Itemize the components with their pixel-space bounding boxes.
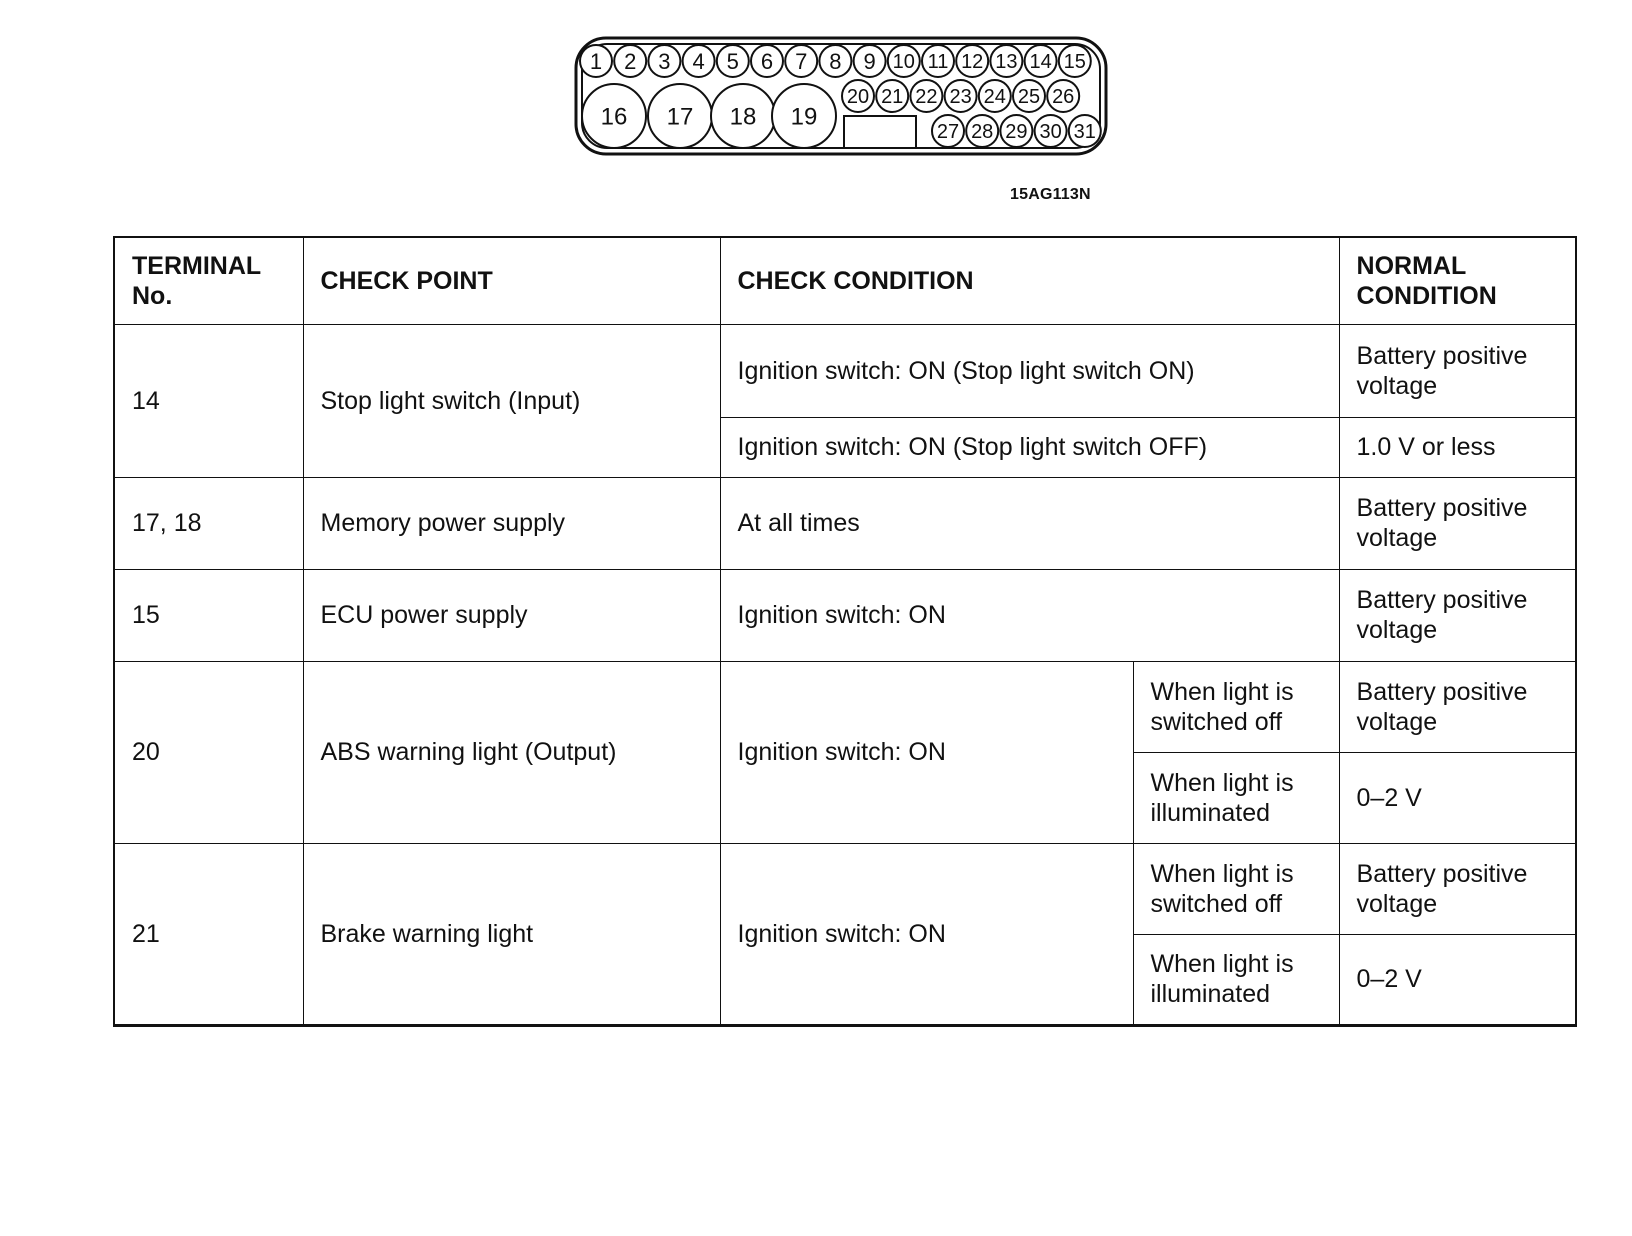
cell-terminal: 17, 18 [114,477,303,569]
pin-21-label: 21 [881,86,904,109]
cell-normal-condition: 0–2 V [1339,934,1576,1025]
pin-27-label: 27 [936,121,960,144]
pin-10-label: 10 [892,51,915,74]
pin-30-label: 30 [1039,121,1062,144]
pin-29-label: 29 [1005,121,1028,144]
pin-28-label: 28 [971,121,994,144]
pin-23-label: 23 [949,86,972,109]
terminal-check-table [113,236,1577,1027]
cell-terminal: 21 [114,843,303,1025]
cell-normal-condition: 0–2 V [1339,752,1576,843]
cell-check-point: Stop light switch (Input) [303,324,720,477]
table-header-row [114,237,1576,324]
cell-check-condition: Ignition switch: ON (Stop light switch ON) [720,324,1339,417]
cell-sub-condition: When light is illuminated [1133,934,1339,1025]
header-normal-condition: NORMAL CONDITION [1339,237,1576,324]
pin-1-label: 1 [589,48,603,74]
pin-25-label: 25 [1017,86,1041,109]
cell-check-condition: Ignition switch: ON [720,661,1133,843]
pin-8-label: 8 [829,48,842,74]
connector-diagram [570,36,1110,160]
pin-3-label: 3 [658,48,671,74]
pin-19-label: 19 [790,103,818,131]
pin-14-label: 14 [1029,51,1052,74]
pin-24-label: 24 [983,86,1006,109]
table-row [114,477,1576,569]
connector-key-slot [844,116,916,148]
pin-18-label: 18 [729,103,757,131]
pin-15-label: 15 [1063,51,1086,74]
header-check-condition: CHECK CONDITION [720,237,1339,324]
cell-check-point: Memory power supply [303,477,720,569]
pin-2-label: 2 [624,48,637,74]
cell-terminal: 20 [114,661,303,843]
pin-20-label: 20 [846,86,870,109]
table-row [114,569,1576,661]
cell-sub-condition: When light is switched off [1133,661,1339,752]
pin-16-label: 16 [600,103,628,131]
cell-check-condition: Ignition switch: ON (Stop light switch OFF) [720,417,1339,477]
pin-22-label: 22 [915,86,938,109]
table-row [114,843,1576,934]
pin-7-label: 7 [795,48,808,74]
cell-normal-condition: 1.0 V or less [1339,417,1576,477]
cell-normal-condition: Battery positive voltage [1339,324,1576,417]
pin-row-top [580,45,1091,77]
cell-normal-condition: Battery positive voltage [1339,477,1576,569]
pin-6-label: 6 [760,48,774,74]
pin-row-bottom [932,115,1101,147]
pin-26-label: 26 [1052,86,1075,109]
cell-normal-condition: Battery positive voltage [1339,843,1576,934]
pin-11-label: 11 [927,51,949,74]
pin-17-label: 17 [666,103,694,131]
pin-31-label: 31 [1073,121,1096,144]
cell-check-condition: Ignition switch: ON [720,569,1339,661]
cell-terminal: 14 [114,324,303,477]
figure-code: 15AG113N [1010,186,1091,203]
pin-5-label: 5 [726,48,739,74]
cell-check-point: ABS warning light (Output) [303,661,720,843]
pin-13-label: 13 [995,51,1018,74]
cell-check-condition: Ignition switch: ON [720,843,1133,1025]
table-row [114,661,1576,752]
cell-sub-condition: When light is switched off [1133,843,1339,934]
cell-check-point: ECU power supply [303,569,720,661]
pin-4-label: 4 [692,48,705,74]
cell-sub-condition: When light is illuminated [1133,752,1339,843]
header-check-point: CHECK POINT [303,237,720,324]
header-terminal: TERMINAL No. [114,237,303,324]
cell-terminal: 15 [114,569,303,661]
cell-normal-condition: Battery positive voltage [1339,661,1576,752]
pin-12-label: 12 [961,51,984,74]
cell-check-condition: At all times [720,477,1339,569]
table-row [114,324,1576,417]
pin-9-label: 9 [863,48,876,74]
cell-check-point: Brake warning light [303,843,720,1025]
cell-normal-condition: Battery positive voltage [1339,569,1576,661]
